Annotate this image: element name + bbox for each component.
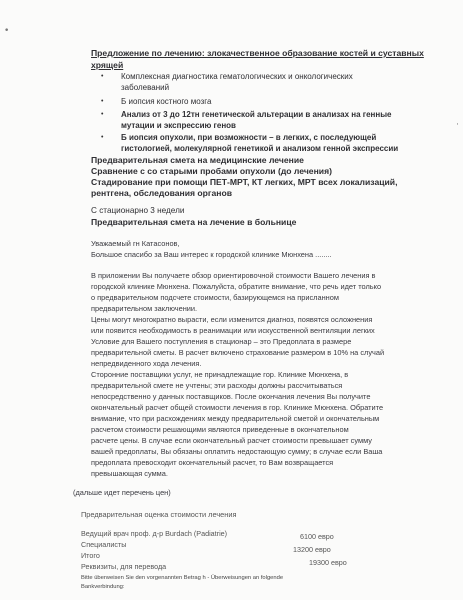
cost-estimate-title: Предварительная оценка стоимости лечения [81,510,237,519]
letter-line: Сторонние поставщики услуг, не принадлежащие гор. Клинике Мюнхена, в [91,370,349,379]
inpatient-estimate-heading: Предварительная смета на лечение в больнице [91,217,297,227]
bullet-item: Б иопсия костного мозга [121,97,212,106]
cost-label: Специалисты [81,540,127,549]
letter-line: городской клинике Мюнхена. Пожалуйста, обратите внимание, что речь идет только [91,282,382,291]
staging-line-cont: рентгена, обследования органов [91,188,232,198]
letter-line: или появится необходимость в реанимации или искусственной вентиляции легких [91,326,375,335]
letter-line: непосредственно у данных поставщиков. После окончания лечения Вы получите [91,392,371,401]
footer-line: Bankverbindung: [81,584,125,590]
bullet-marker: • [101,134,104,141]
bullet-marker: • [101,73,104,80]
cost-label: Реквизиты, для перевода [81,562,167,571]
letter-greeting: Уважаемый гн Катасонов, [91,239,180,248]
proposal-title-cont: хрящей [91,60,124,70]
letter-line: В приложении Вы получаете обзор ориентировочной стоимости Вашего лечения в [91,271,376,280]
bullet-item: Комплексная диагностика гематологических и онкологических [121,72,353,81]
letter-line: расчетом стоимости решающими являются приведенные в окончательном [91,425,349,434]
bullet-marker: • [101,98,104,105]
cost-label: Ведущий врач проф. д-р Burdach (Padiatrie) [81,529,228,538]
letter-line: внимание, что при расхождениях между предварительной сметой и окончательным [91,414,380,423]
cost-value: 6100 евро [300,532,334,541]
cost-value: 13200 евро [293,545,331,554]
cost-value: 19300 евро [309,558,347,567]
letter-line: вашей предоплаты, Вы обязаны оплатить недостающую сумму; в случае если Ваша [91,447,383,456]
letter-line: предварительном заключении. [91,304,198,313]
letter-line: Цены могут многократно вырасти, если изменится диагноз, появятся осложнения [91,315,373,324]
letter-line: превышающая сумма. [91,469,168,478]
proposal-title: Предложение по лечению: злокачественное образование костей и суставных [91,48,424,58]
bullet-item-cont: заболеваний [121,83,170,92]
staging-line: Стадирование при помощи ПЕТ-МРТ, КТ легких, МРТ всех локализаций, [91,177,398,187]
cost-row [81,557,166,573]
cost-value-row [309,553,347,569]
scan-mark: · [456,120,459,130]
bullet-item-cont: мутации и экспрессию генов [121,121,236,130]
bullet-item: Анализ от 3 до 12тн генетической альтерации в анализах на генные [121,110,392,119]
inpatient-duration: С стационарно 3 недели [91,206,185,215]
bullet-item-cont: гистологией, молекулярной генетикой и анализом генной экспрессии [121,144,399,153]
price-list-note: (дальше идет перечень цен) [73,488,171,497]
letter-line: непредвиденного хода лечения. [91,359,202,368]
bullet-item: Б иопсия опухоли, при возможности – в легких, с последующей [121,133,377,142]
cost-label: Итого [81,551,100,560]
footer-line: Bitte überweisen Sie den vorgenannten Betrag h - Überweisungen an folgende [81,575,284,581]
letter-line: о предварительном подсчете стоимости, базирующемся на присланном [91,293,339,302]
letter-line: Условие для Вашего поступления в стационар – это Предоплата в размере [91,337,352,346]
bullet-marker: • [101,111,104,118]
letter-line: расчете цены. В случае если окончательный расчет стоимости превышает сумму [91,436,372,445]
letter-line: предоплата превосходит окончательный расчет, то Вам возвращается [91,458,334,467]
letter-line: окончательный расчет общей стоимости лечения в гор. Клинике Мюнхена. Обратите [91,403,384,412]
estimate-heading: Предварительная смета на медицинские лечение [91,155,304,165]
letter-line: предварительной смете не учтены; эти расходы должны рассчитываться [91,381,343,390]
comparison-line: Сравнение с со старыми пробами опухоли (до лечения) [91,166,332,176]
scan-mark: • [4,26,10,36]
letter-line: предварительной сметы. В расчет включено страхование размером в 10% на случай [91,348,385,357]
letter-thanks: Большое спасибо за Ваш интерес к городской клинике Мюнхена ........ [91,250,332,259]
